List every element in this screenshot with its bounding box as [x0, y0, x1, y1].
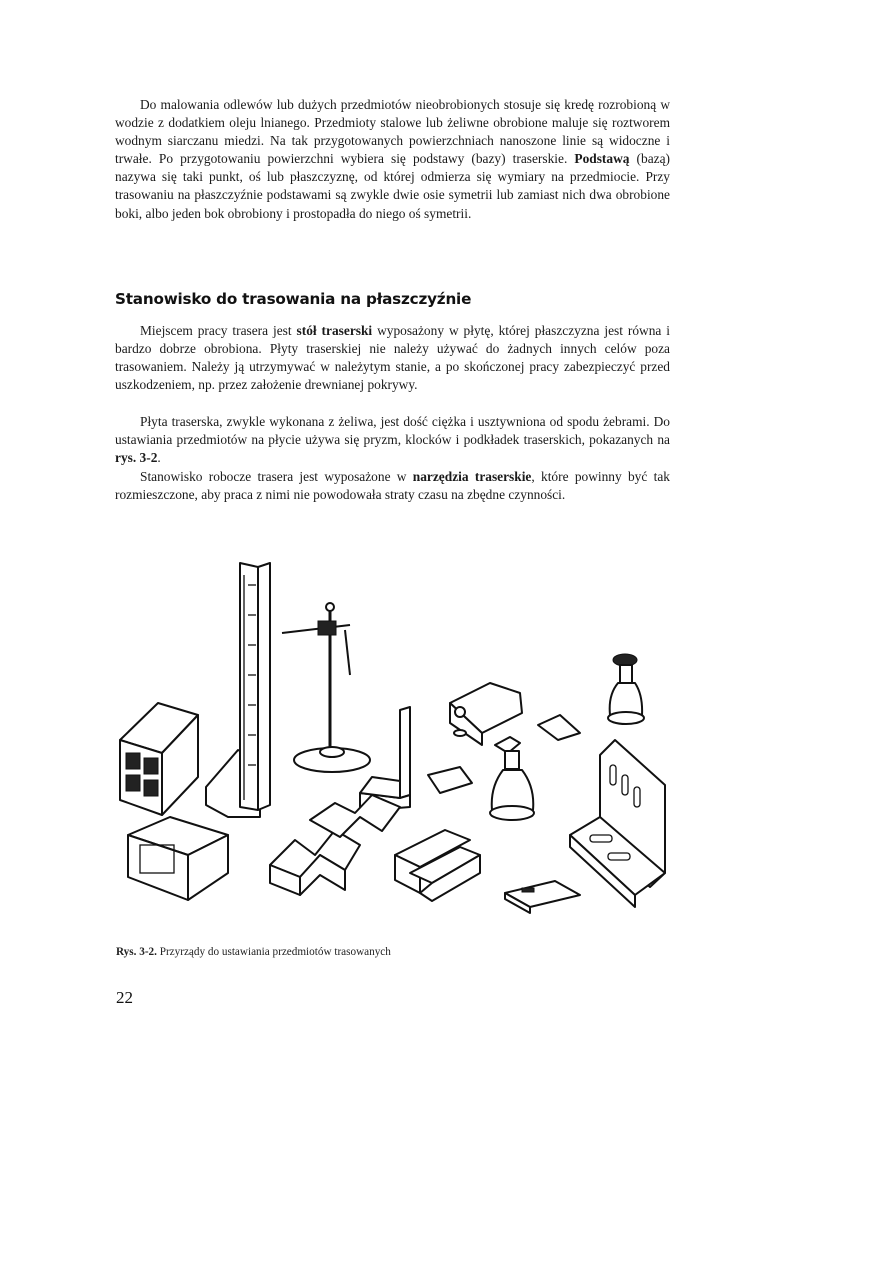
paragraph-text: wyposażony w płytę, której płaszczyzna jest równa i bardzo dobrze obrobiona. Płyty traserskiej nie należy używać do żadnych innych celów poza trasowaniem. Należy ją utrzymywać w należytym stanie, a po skończonej pracy zabezpieczyć przed uszkodzeniem, np. przez założenie drewnianej pokrywy.	[115, 323, 670, 393]
caption-text: Przyrządy do ustawiania przedmiotów trasowanych	[159, 946, 391, 958]
paragraph-text: (bazą) nazywa się taki punkt, oś lub płaszczyznę, od której odmierza się wymiary na przedmiocie. Przy trasowaniu na płaszczyźnie podstawami są zwykle dwie osie symetrii lub zamiast nich dwa obrobione boki, albo jeden bok obrobiony i prostopadła do niego oś symetrii.	[115, 151, 670, 221]
paragraph-text: .	[157, 450, 161, 466]
surface-gauge	[282, 603, 370, 772]
paragraph-plate	[115, 413, 670, 467]
figure-illustration	[110, 555, 690, 935]
bold-term-podstawa: Podstawą	[574, 151, 630, 167]
parallel-blocks	[395, 830, 480, 901]
bold-term-narzedzia: narzędzia traserskie	[412, 469, 532, 484]
paragraph-text: Płyta traserska, zwykle wykonana z żeliwa, jest dość ciężka i usztywniona od spodu żebrami. Do ustawiania przedmiotów na płycie używa się pryzm, klocków i podkładek traserskich, pokazanych na	[115, 414, 670, 448]
v-blocks	[270, 795, 400, 895]
figure-reference: rys. 3-2	[115, 450, 158, 466]
wedge-right	[538, 715, 580, 740]
paragraph-materials	[115, 96, 670, 223]
page-number: 22	[116, 988, 133, 1007]
paragraph-tools	[115, 468, 670, 504]
angle-plate-low	[128, 817, 228, 900]
flat-shim	[505, 881, 580, 913]
leveling-jack-right	[608, 654, 644, 724]
paragraph-text: Miejscem pracy trasera jest	[140, 323, 292, 338]
leveling-jack-center	[490, 737, 534, 820]
figure-caption	[116, 946, 391, 958]
marking-tools-drawing	[110, 555, 690, 935]
height-gauge	[206, 563, 270, 817]
section-heading: Stanowisko do trasowania na płaszczyźnie	[115, 290, 472, 308]
paragraph-workstation	[115, 322, 670, 394]
clamp	[450, 683, 522, 745]
paragraph-text: , które powinny być tak rozmieszczone, aby praca z nimi nie powodowała straty czasu na zbędne czynności.	[115, 469, 670, 503]
paragraph-text: Stanowisko robocze trasera jest wyposażone w	[140, 469, 407, 484]
bold-term-stol: stół traserski	[296, 323, 373, 338]
wedge-small	[428, 767, 472, 793]
caption-label: Rys. 3-2.	[116, 946, 157, 958]
paragraph-text: Do malowania odlewów lub dużych przedmiotów nieobrobionych stosuje się kredę rozrobioną w wodzie z dodatkiem oleju lnianego. Przedmioty stalowe lub żeliwne obrobione maluje się roztworem wodnym siarczanu miedzi. Na tak przygotowanych powierzchniach nanoszone linie są widoczne i trwałe. Po przygotowaniu powierzchni wybiera się podstawy (bazy) traserskie.	[115, 97, 670, 167]
hollow-block	[120, 703, 198, 815]
angle-plate-slotted	[570, 740, 665, 907]
